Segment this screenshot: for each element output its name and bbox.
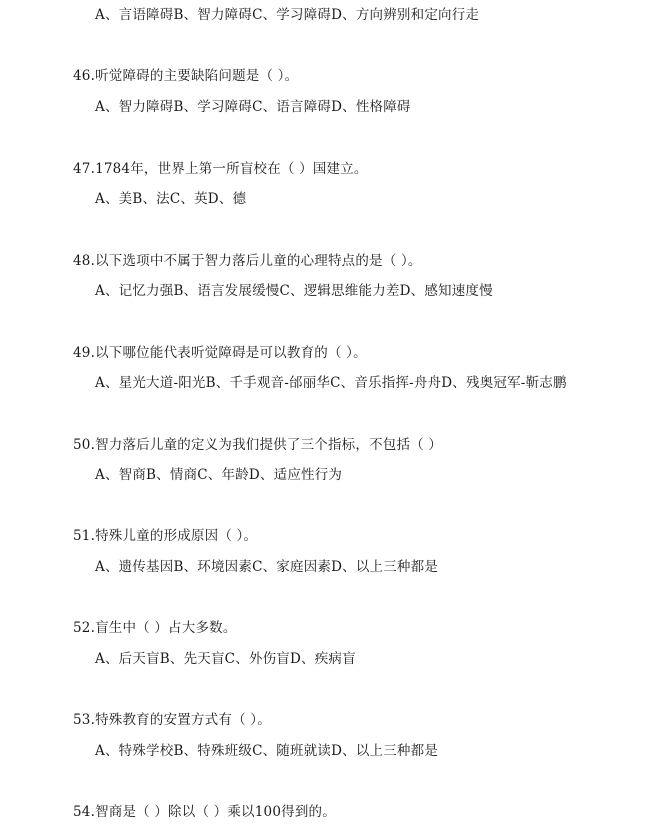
options-45: A、言语障碍B、智力障碍C、学习障碍D、方向辨别和定向行走 [95, 7, 480, 23]
question-46: 46.听觉障碍的主要缺陷问题是（ ）。 [73, 68, 299, 84]
options-48: A、记忆力强B、语言发展缓慢C、逻辑思维能力差D、感知速度慢 [95, 283, 493, 299]
options-47: A、美B、法C、英D、德 [95, 191, 247, 207]
options-53: A、特殊学校B、特殊班级C、随班就读D、以上三种都是 [95, 743, 439, 759]
question-49: 49.以下哪位能代表听觉障碍是可以教育的（ ）。 [73, 345, 367, 361]
question-51: 51.特殊儿童的形成原因（ ）。 [73, 528, 258, 544]
options-46: A、智力障碍B、学习障碍C、语言障碍D、性格障碍 [95, 99, 411, 115]
options-52: A、后天盲B、先天盲C、外伤盲D、疾病盲 [95, 651, 356, 667]
options-51: A、遗传基因B、环境因素C、家庭因素D、以上三种都是 [95, 559, 439, 575]
question-48: 48.以下选项中不属于智力落后儿童的心理特点的是（ ）。 [73, 253, 422, 269]
question-47: 47.1784年，世界上第一所盲校在（ ）国建立。 [73, 161, 368, 177]
question-54: 54.智商是（ ）除以（ ）乘以100得到的。 [73, 804, 336, 820]
question-53: 53.特殊教育的安置方式有（ ）。 [73, 712, 271, 728]
options-50: A、智商B、情商C、年龄D、适应性行为 [95, 467, 343, 483]
question-52: 52.盲生中（ ）占大多数。 [73, 620, 237, 636]
options-49: A、星光大道-阳光B、千手观音-邰丽华C、音乐指挥-舟舟D、残奥冠军-靳志鹏 [95, 375, 567, 391]
question-50: 50.智力落后儿童的定义为我们提供了三个指标，不包括（ ） [73, 437, 443, 453]
